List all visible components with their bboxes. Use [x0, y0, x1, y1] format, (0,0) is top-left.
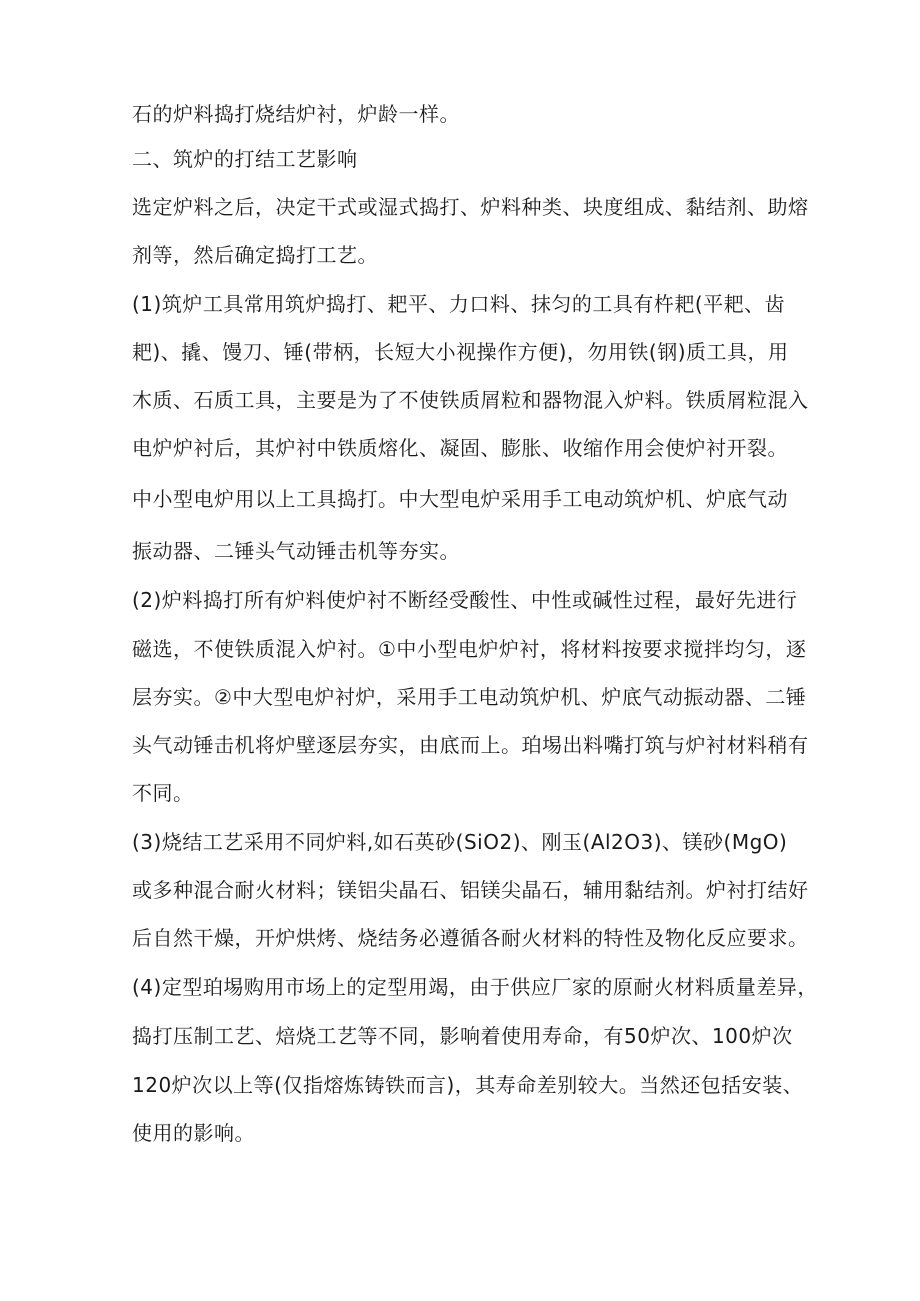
text-line: (2)炉料捣打所有炉料使炉衬不断经受酸性、中性或碱性过程，最好先进行 [132, 588, 798, 612]
text-line: 选定炉料之后，决定干式或湿式捣打、炉料种类、块度组成、黏结剂、助熔 [132, 195, 809, 219]
text-line: 中小型电炉用以上工具捣打。中大型电炉采用手工电动筑炉机、炉底气动 [132, 487, 788, 511]
text-line: 石的炉料捣打烧结炉衬，炉龄一样。 [132, 102, 460, 126]
text-line: 不同。 [132, 781, 194, 805]
text-line: 电炉炉衬后，其炉衬中铁质熔化、凝固、膨胀、收缩作用会使炉衬开裂。 [132, 436, 788, 460]
text-line: 捣打压制工艺、焙烧工艺等不同，影响着使用寿命，有50炉次、100炉次 [132, 1024, 793, 1048]
text-line: 或多种混合耐火材料；镁铝尖晶石、铝镁尖晶石，辅用黏结剂。炉衬打结好 [132, 878, 809, 902]
text-line: 振动器、二锤头气动锤击机等夯实。 [132, 539, 460, 563]
text-line: (3)烧结工艺采用不同炉料,如石英砂(SiO2)、刚玉(Al2O3)、镁砂(MgO) [132, 830, 788, 854]
text-line: (4)定型珀埸购用市场上的定型用竭，由于供应厂家的原耐火材料质量差异， [132, 975, 818, 999]
text-line: 层夯实。②中大型电炉衬炉，采用手工电动筑炉机、炉底气动振动器、二锤 [132, 685, 807, 709]
section-heading: 二、筑炉的打结工艺影响 [132, 147, 358, 171]
text-line: 剂等，然后确定捣打工艺。 [132, 243, 378, 267]
text-line: 头气动锤击机将炉壁逐层夯实，由底而上。珀埸出料嘴打筑与炉衬材料稍有 [132, 733, 809, 757]
text-line: 木质、石质工具，主要是为了不使铁质屑粒和器物混入炉料。铁质屑粒混入 [132, 388, 809, 412]
text-line: 120炉次以上等(仅指熔炼铸铁而言)，其寿命差别较大。当然还包括安装、 [132, 1073, 804, 1097]
text-line: 耙)、撬、馒刀、锤(带柄，长短大小视操作方便)，勿用铁(钢)质工具，用 [132, 340, 789, 364]
text-line: 后自然干燥，开炉烘烤、烧结务必遵循各耐火材料的特性及物化反应要求。 [132, 926, 809, 950]
text-line: (1)筑炉工具常用筑炉捣打、耙平、力口料、抹匀的工具有杵耙(平耙、齿 [132, 292, 786, 316]
text-line: 使用的影响。 [132, 1121, 255, 1145]
text-line: 磁选，不使铁质混入炉衬。①中小型电炉炉衬，将材料按要求搅拌均匀，逐 [132, 637, 807, 661]
